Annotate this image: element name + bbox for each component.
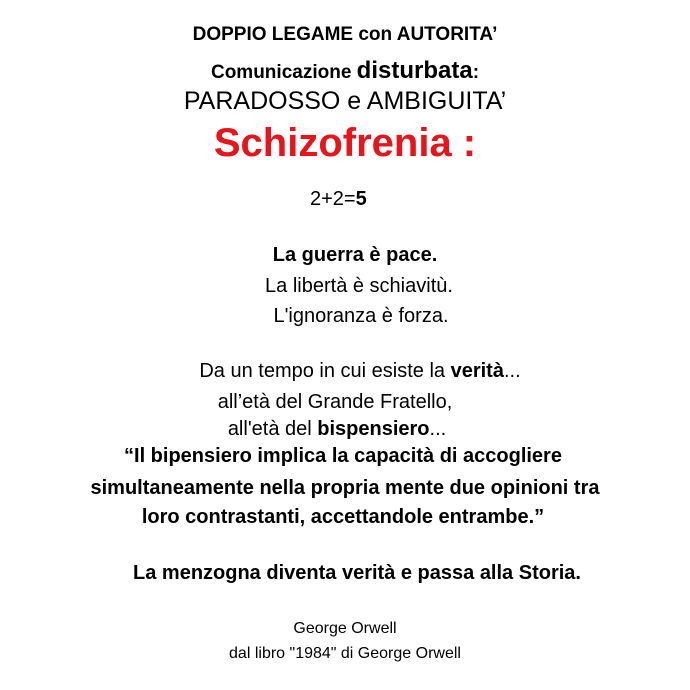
heading-disturbed-word: disturbata — [356, 57, 473, 84]
description-truth-word: verità — [450, 360, 504, 382]
equation-result: 5 — [355, 188, 367, 210]
attribution-source: dal libro "1984" di George Orwell — [229, 645, 461, 662]
description-truth-ellipsis: ... — [503, 360, 521, 382]
quote-line-2: simultaneamente nella propria mente due opinioni tra — [90, 477, 600, 499]
heading-double-bind: DOPPIO LEGAME con AUTORITA’ — [192, 24, 498, 45]
quote-line-1: “Il bipensiero implica la capacità di accogliere — [124, 445, 562, 467]
heading-disturbed-communication — [0, 57, 690, 85]
heading-paradox: PARADOSSO e AMBIGUITA’ — [183, 87, 507, 115]
equation-prefix: 2+2= — [310, 188, 356, 210]
description-truth-prefix: Da un tempo in cui esiste la — [199, 360, 451, 382]
description-doublethink-prefix: all'età del — [227, 418, 318, 440]
attribution-author: George Orwell — [293, 620, 397, 637]
slogan-war-peace: La guerra è pace. — [272, 244, 438, 266]
slogan-freedom-slavery: La libertà è schiavitù. — [265, 275, 453, 297]
description-truth-line — [15, 360, 690, 383]
slogan-ignorance-strength: L'ignoranza è forza. — [273, 305, 449, 327]
heading-communication-text: Comunicazione — [210, 62, 357, 83]
heading-schizophrenia: Schizofrenia : — [213, 121, 477, 165]
description-big-brother-line: all’età del Grande Fratello, — [217, 391, 453, 413]
equation — [310, 188, 367, 211]
description-doublethink-ellipsis: ... — [429, 418, 447, 440]
conclusion: La menzogna diventa verità e passa alla Storia. — [133, 562, 581, 584]
description-doublethink-word: bispensiero — [317, 418, 430, 440]
heading-colon: : — [472, 62, 480, 83]
quote-line-3: loro contrastanti, accettandole entrambe.” — [141, 506, 545, 528]
description-doublethink-line — [0, 418, 682, 441]
